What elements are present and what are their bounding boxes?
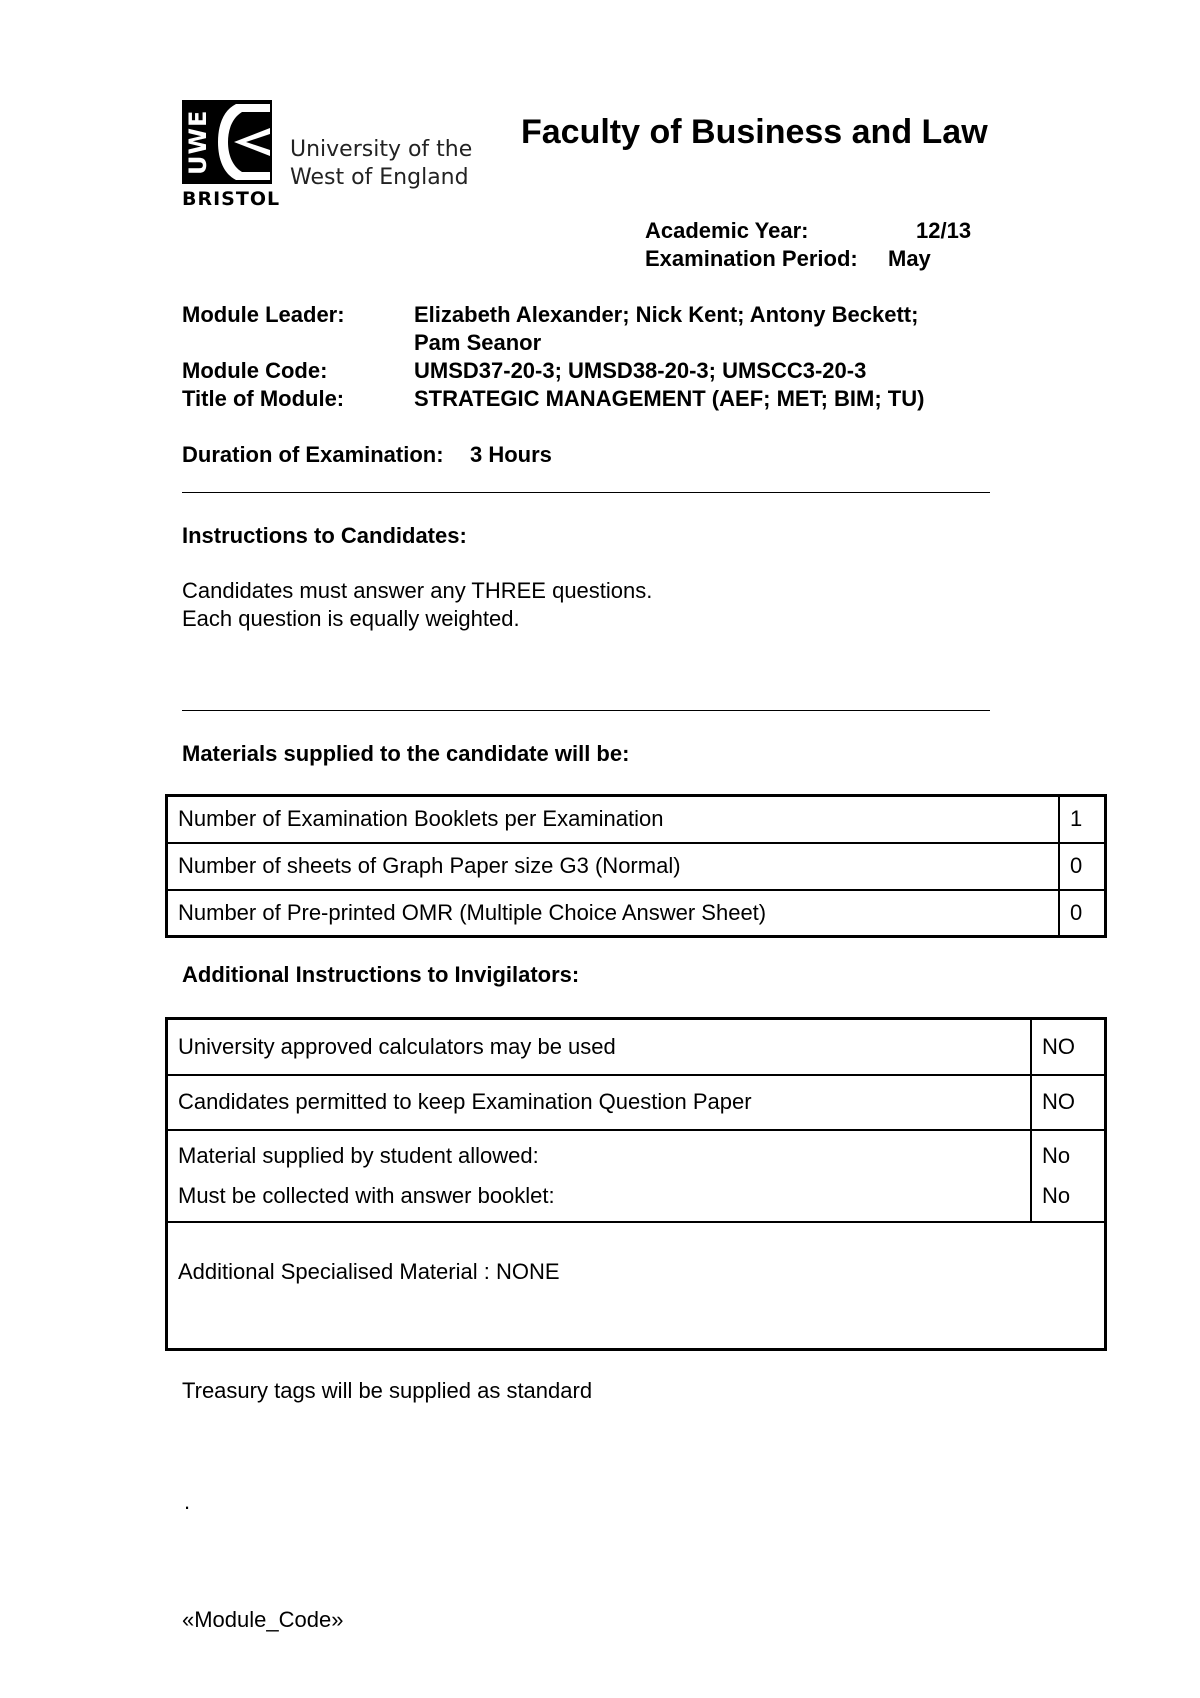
invigilator-row <box>167 1075 1106 1130</box>
logo-mark-text: UWE <box>184 109 212 175</box>
materials-row <box>167 796 1106 843</box>
collected-label: Must be collected with answer booklet: <box>178 1182 555 1208</box>
materials-row-value: 0 <box>1059 843 1106 890</box>
invigilator-row <box>167 1222 1106 1350</box>
calculators-label: University approved calculators may be used <box>167 1019 1032 1075</box>
instructions-heading: Instructions to Candidates: <box>182 523 467 548</box>
instructions-line-1: Candidates must answer any THREE questions. <box>182 578 653 603</box>
material-allowed-value: No <box>1042 1142 1071 1168</box>
duration-label: Duration of Examination: <box>182 442 444 467</box>
module-code-value: UMSD37-20-3; UMSD38-20-3; UMSCC3-20-3 <box>414 358 867 383</box>
materials-table <box>165 794 1107 938</box>
module-title-label: Title of Module: <box>182 386 345 411</box>
module-leader-value: Elizabeth Alexander; Nick Kent; Antony Beckett; Pam Seanor <box>414 302 919 355</box>
material-allowed-label: Material supplied by student allowed: <box>178 1142 539 1168</box>
logo-city: BRISTOL <box>182 188 281 210</box>
duration-value: 3 Hours <box>470 442 552 467</box>
stray-dot: . <box>184 1489 191 1514</box>
invigilator-row <box>167 1130 1106 1222</box>
materials-heading: Materials supplied to the candidate will be: <box>182 741 630 766</box>
exam-period-label: Examination Period: <box>645 246 858 271</box>
materials-row-label: Number of Examination Booklets per Examination <box>167 796 1060 843</box>
invigilator-row <box>167 1019 1106 1075</box>
collected-value: No <box>1042 1182 1071 1208</box>
materials-row-value: 1 <box>1059 796 1106 843</box>
calculators-value: NO <box>1031 1019 1106 1075</box>
treasury-note: Treasury tags will be supplied as standard <box>182 1378 593 1403</box>
module-code-label: Module Code: <box>182 358 328 383</box>
module-leader-label: Module Leader: <box>182 302 345 327</box>
materials-row-label: Number of Pre-printed OMR (Multiple Choice Answer Sheet) <box>167 890 1060 937</box>
student-material-values <box>1031 1130 1106 1222</box>
materials-row-value: 0 <box>1059 890 1106 937</box>
materials-row-label: Number of sheets of Graph Paper size G3 (Normal) <box>167 843 1060 890</box>
keep-paper-label: Candidates permitted to keep Examination Question Paper <box>167 1075 1032 1130</box>
logo-university-name: University of the West of England <box>290 137 473 190</box>
keep-paper-value: NO <box>1031 1075 1106 1130</box>
instructions-line-2: Each question is equally weighted. <box>182 606 520 631</box>
uwe-logo <box>182 100 482 212</box>
materials-row <box>167 890 1106 937</box>
logo-block <box>182 100 272 184</box>
academic-year-value: 12/13 <box>916 218 972 243</box>
module-code-merge-field: «Module_Code» <box>182 1607 344 1632</box>
invigilators-heading: Additional Instructions to Invigilators: <box>182 962 580 987</box>
exam-period-value: May <box>888 246 931 271</box>
divider-middle <box>182 710 990 711</box>
materials-row <box>167 843 1106 890</box>
logo-crest-icon <box>216 104 270 180</box>
invigilators-table <box>165 1017 1107 1351</box>
academic-year-label: Academic Year: <box>645 218 809 243</box>
divider-top <box>182 492 990 493</box>
student-material-labels <box>167 1130 1032 1222</box>
module-title-value: STRATEGIC MANAGEMENT (AEF; MET; BIM; TU) <box>414 386 925 411</box>
specialised-material: Additional Specialised Material : NONE <box>167 1222 1106 1350</box>
faculty-title: Faculty of Business and Law <box>521 113 988 151</box>
